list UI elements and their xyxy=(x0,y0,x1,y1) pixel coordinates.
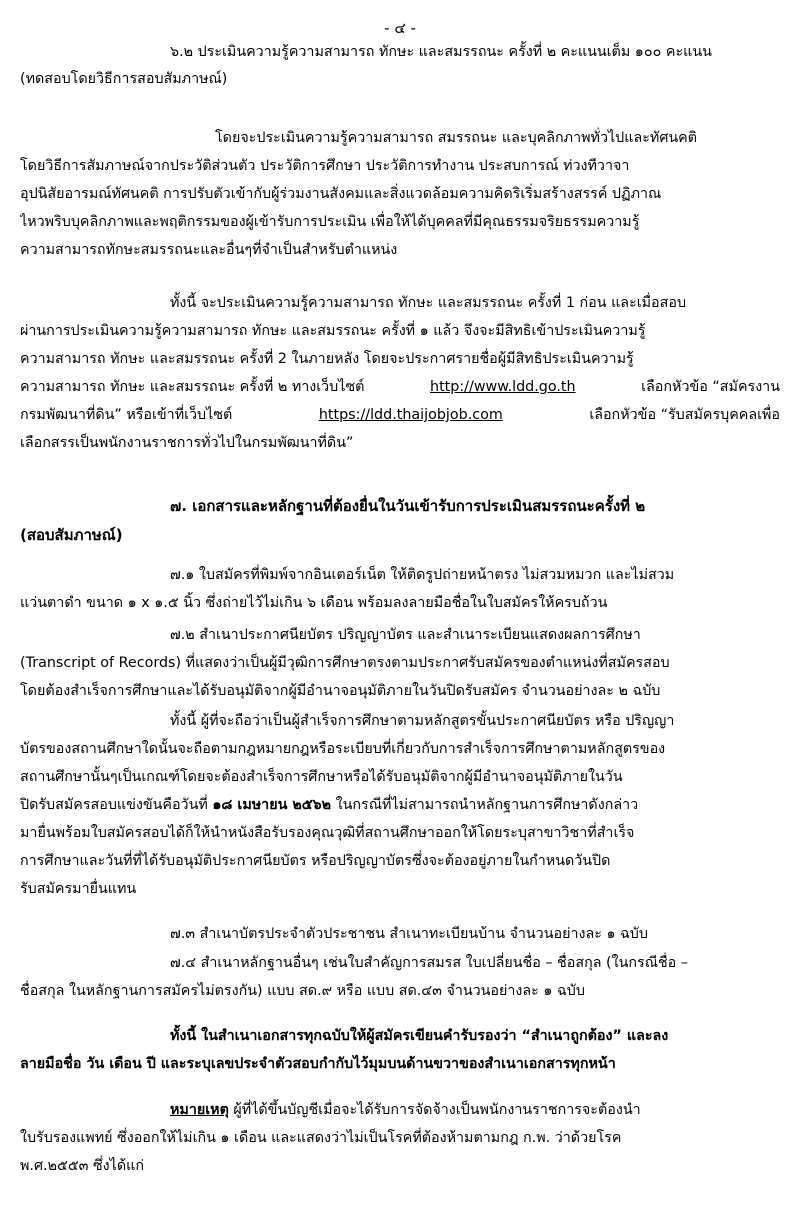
paragraph-line: เลือกสรรเป็นพนักงานราชการทั่วไปในกรมพัฒนาที่ดิน” xyxy=(20,435,354,451)
item-7-3: ๗.๓ สำเนาบัตรประจำตัวประชาชน สำเนาทะเบียนบ้าน จำนวนอย่างละ ๑ ฉบับ xyxy=(170,926,648,942)
paragraph-line: บัตรของสถานศึกษาใดนั้นจะถือตามกฎหมายกฎหรือระเบียบที่เกี่ยวกับการสำเร็จการศึกษาตามหลักสูตรของ xyxy=(20,741,666,757)
remark-label: หมายเหตุ xyxy=(170,1102,229,1118)
certification-note: ทั้งนี้ ในสำเนาเอกสารทุกฉบับให้ผู้สมัครเขียนคำรับรองว่า “สำเนาถูกต้อง” และลง xyxy=(170,1028,669,1044)
paragraph-line xyxy=(20,373,780,401)
paragraph-text: ผู้ที่ได้ขึ้นบัญชีเมื่อจะได้รับการจัดจ้างเป็นพนักงานราชการจะต้องนำ xyxy=(233,1102,641,1118)
paragraph-line: พ.ศ.๒๕๕๓ ซึ่งได้แก่ xyxy=(20,1158,145,1174)
certification-note-cont: ลายมือชื่อ วัน เดือน ปี และระบุเลขประจำตัวสอบกำกับไว้มุมบนด้านขวาของสำเนาเอกสารทุกหน้า xyxy=(20,1056,616,1072)
paragraph-line: โดยวิธีการสัมภาษณ์จากประวัติส่วนตัว ประวัติการศึกษา ประวัติการทำงาน ประสบการณ์ ท่วงทีวาจา xyxy=(20,158,630,174)
paragraph-text: ปิดรับสมัครสอบแข่งขันคือวันที่ xyxy=(20,797,208,813)
website-link-thaijobjob[interactable]: https://ldd.thaijobjob.com xyxy=(318,407,503,423)
page-number: - ๔ - xyxy=(384,19,416,37)
paragraph-line: ชื่อสกุล ในหลักฐานการสมัครไม่ตรงกัน) แบบ สด.๙ หรือ แบบ สด.๔๓ จำนวนอย่างละ ๑ ฉบับ xyxy=(20,983,585,999)
paragraph-line: อุปนิสัยอารมณ์ทัศนคติ การปรับตัวเข้ากับผู้ร่วมงานสังคมและสิ่งแวดล้อมความคิดริเริ่มสร้างสรรค์ ปฏิภาณ xyxy=(20,186,662,202)
section-7-heading-cont: (สอบสัมภาษณ์) xyxy=(20,526,123,544)
paragraph-text: ในกรณีที่ไม่สามารถนำหลักฐานการศึกษาดังกล่าว xyxy=(335,797,639,813)
paragraph-line: (Transcript of Records) ที่แสดงว่าเป็นผู้มีวุฒิการศึกษาตรงตามประกาศรับสมัครของตำแหน่งที่สมัครสอบ xyxy=(20,655,670,671)
paragraph-line: ทั้งนี้ ผู้ที่จะถือว่าเป็นผู้สำเร็จการศึกษาตามหลักสูตรขั้นประกาศนียบัตร หรือ ปริญญา xyxy=(170,713,675,729)
paragraph-line: ผ่านการประเมินความรู้ความสามารถ ทักษะ และสมรรถนะ ครั้งที่ ๑ แล้ว จึงจะมีสิทธิเข้าประเมินความรู้ xyxy=(20,323,646,339)
paragraph-line: สถานศึกษานั้นๆเป็นเกณฑ์โดยจะต้องสำเร็จการศึกษาหรือได้รับอนุมัติจากผู้มีอำนาจอนุมัติภายในวัน xyxy=(20,769,623,785)
paragraph-text: กรมพัฒนาที่ดิน” หรือเข้าที่เว็บไซต์ xyxy=(20,407,233,423)
paragraph-line: ความสามารถ ทักษะ และสมรรถนะ ครั้งที่ 2 ในภายหลัง โดยจะประกาศรายชื่อผู้มีสิทธิประเมินความรู้ xyxy=(20,351,634,367)
item-7-4: ๗.๔ สำเนาหลักฐานอื่นๆ เช่นใบสำคัญการสมรส ใบเปลี่ยนชื่อ – ชื่อสกุล (ในกรณีชื่อ – xyxy=(170,955,688,971)
paragraph-text: เลือกหัวข้อ “สมัครงาน xyxy=(641,379,780,395)
paragraph-text: เลือกหัวข้อ “รับสมัครบุคคลเพื่อ xyxy=(589,407,780,423)
paragraph-line xyxy=(20,791,780,819)
remark-line xyxy=(20,1096,780,1124)
paragraph-line: ไหวพริบบุคลิกภาพและพฤติกรรมของผู้เข้ารับการประเมิน เพื่อให้ได้บุคคลที่มีคุณธรรมจริยธรรมความรู้ xyxy=(20,214,640,230)
paragraph-line: (ทดสอบโดยวิธีการสอบสัมภาษณ์) xyxy=(20,71,228,87)
closing-date: ๑๘ เมษายน ๒๕๖๒ xyxy=(212,797,332,813)
paragraph-line: โดยต้องสำเร็จการศึกษาและได้รับอนุมัติจากผู้มีอำนาจอนุมัติภายในวันปิดรับสมัคร จำนวนอย่างละ ๒ ฉบับ xyxy=(20,683,661,699)
paragraph-line: การศึกษาและวันที่ที่ได้รับอนุมัติประกาศนียบัตร หรือปริญญาบัตรซึ่งจะต้องอยู่ภายในกำหนดวันปิด xyxy=(20,853,611,869)
website-link-ldd[interactable]: http://www.ldd.go.th xyxy=(430,379,576,395)
paragraph-line: ทั้งนี้ จะประเมินความรู้ความสามารถ ทักษะ และสมรรถนะ ครั้งที่ 1 ก่อน และเมื่อสอบ xyxy=(170,295,687,311)
paragraph-line xyxy=(20,401,780,429)
paragraph-line: แว่นตาดำ ขนาด ๑ x ๑.๕ นิ้ว ซึ่งถ่ายไว้ไม่เกิน ๖ เดือน พร้อมลงลายมือชื่อในใบสมัครให้ครบถ้วน xyxy=(20,595,608,611)
section-6-2-title: ๖.๒ ประเมินความรู้ความสามารถ ทักษะ และสมรรถนะ ครั้งที่ ๒ คะแนนเต็ม ๑๐๐ คะแนน xyxy=(170,44,712,60)
paragraph-line: มายื่นพร้อมใบสมัครสอบได้ก็ให้นำหนังสือรับรองคุณวุฒิที่สถานศึกษาออกให้โดยระบุสาขาวิชาที่สำเร็จ xyxy=(20,825,635,841)
section-7-heading: ๗. เอกสารและหลักฐานที่ต้องยื่นในวันเข้ารับการประเมินสมรรถนะครั้งที่ ๒ xyxy=(170,497,646,515)
item-7-1: ๗.๑ ใบสมัครที่พิมพ์จากอินเตอร์เน็ต ให้ติดรูปถ่ายหน้าตรง ไม่สวมหมวก และไม่สวม xyxy=(170,567,675,583)
paragraph-line: ความสามารถทักษะสมรรถนะและอื่นๆที่จำเป็นสำหรับตำแหน่ง xyxy=(20,242,398,258)
paragraph-text: ความสามารถ ทักษะ และสมรรถนะ ครั้งที่ ๒ ทางเว็บไซต์ xyxy=(20,379,365,395)
item-7-2: ๗.๒ สำเนาประกาศนียบัตร ปริญญาบัตร และสำเนาระเบียนแสดงผลการศึกษา xyxy=(170,627,641,643)
paragraph-line: รับสมัครมายื่นแทน xyxy=(20,881,137,897)
paragraph-line: โดยจะประเมินความรู้ความสามารถ สมรรถนะ และบุคลิกภาพทั่วไปและทัศนคติ xyxy=(215,130,698,146)
paragraph-line: ใบรับรองแพทย์ ซึ่งออกให้ไม่เกิน ๑ เดือน และแสดงว่าไม่เป็นโรคที่ต้องห้ามตามกฎ ก.พ. ว่าด้วยโรค xyxy=(20,1130,622,1146)
